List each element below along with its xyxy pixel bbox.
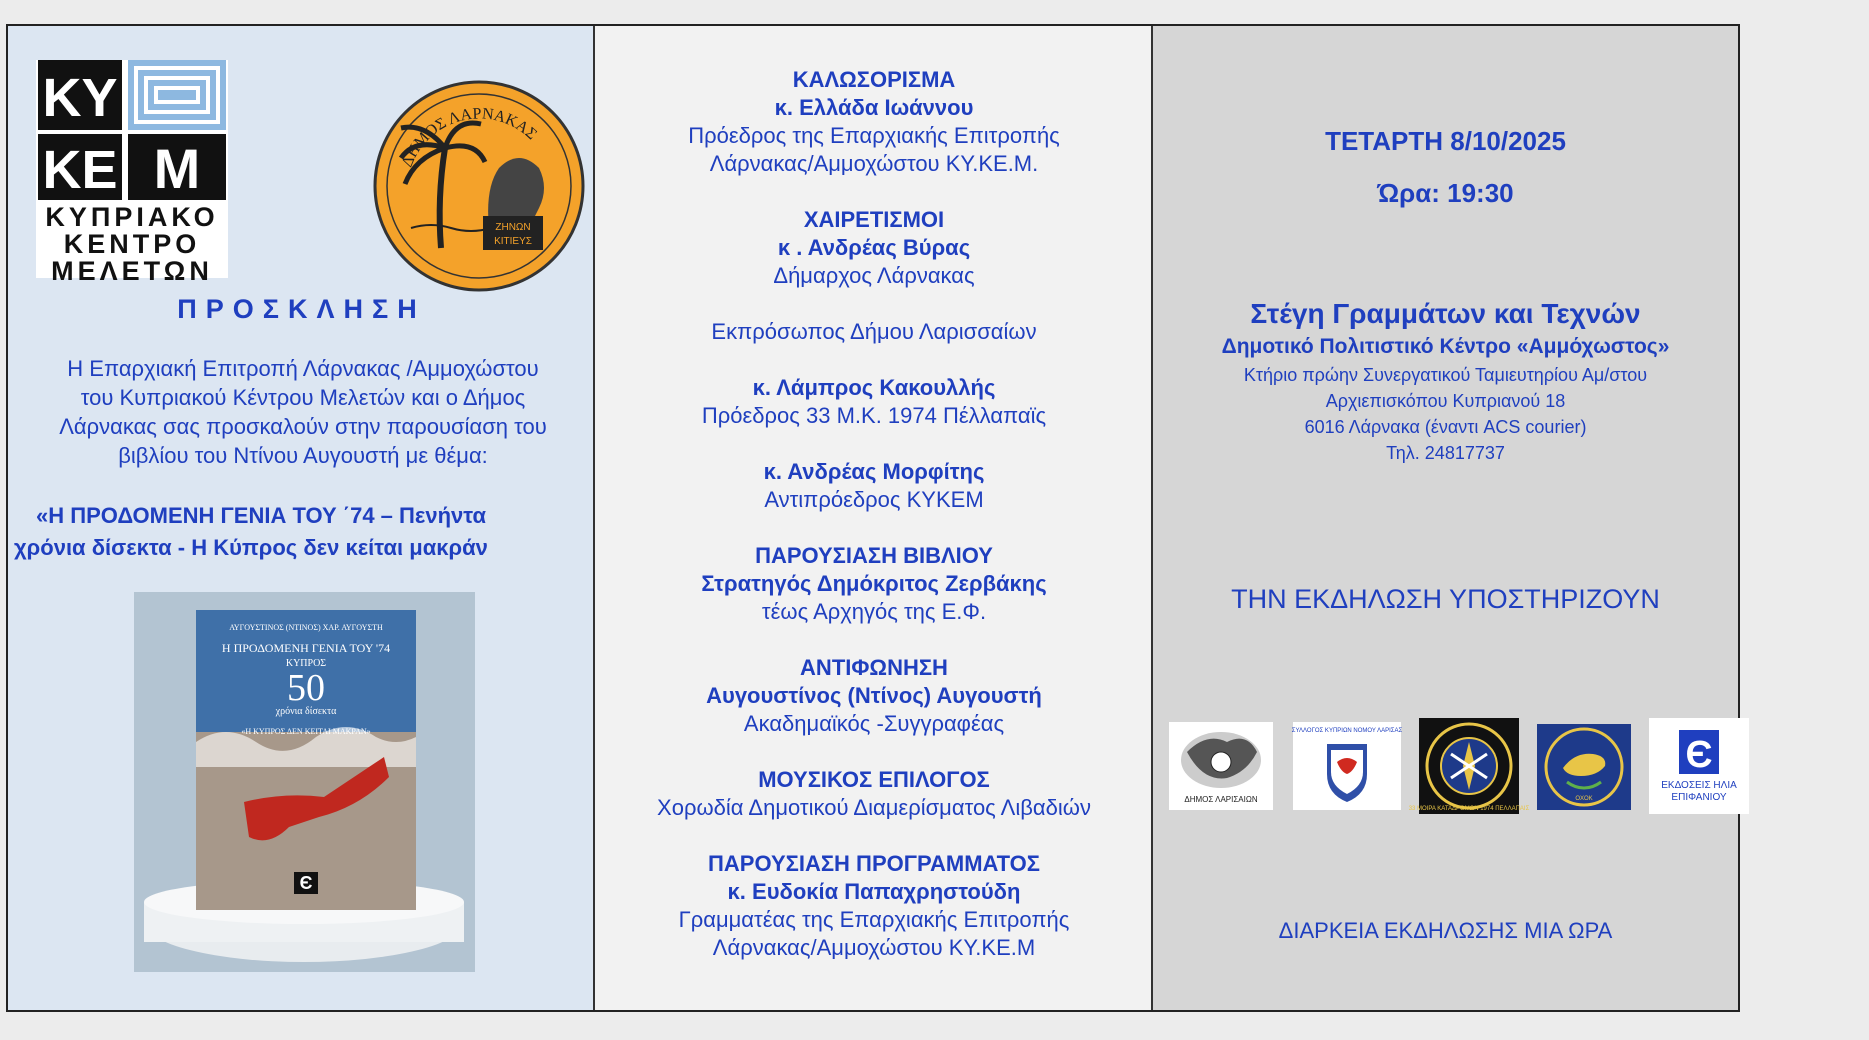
speaker-role: τέως Αρχηγός της Ε.Φ. xyxy=(761,599,987,624)
speaker-name: κ. Ευδοκία Παπαχρηστούδη xyxy=(727,879,1021,904)
program-heading: ΑΝΤΙΦΩΝΗΣΗ xyxy=(800,655,948,680)
cover-author: ΑΥΓΟΥΣΤΙΝΟΣ (ΝΤΙΝΟΣ) ΧΑΡ. ΑΥΓΟΥΣΤΗ xyxy=(229,623,383,632)
book-title-line-2: χρόνια δίσεκτα - Η Κύπρος δεν κείται μακράν xyxy=(14,535,488,560)
event-date: ΤΕΤΑΡΤΗ 8/10/2025 xyxy=(1325,126,1566,156)
speaker-name: κ. Λάμπρος Κακουλλής xyxy=(752,375,996,400)
kykem-logo-line-3: ΜΕΛΕΤΩΝ xyxy=(51,256,213,286)
sponsor-logo-epifaniou-publications xyxy=(1649,718,1749,814)
speaker-role: Γραμματέας της Επαρχιακής Επιτροπής xyxy=(678,907,1070,932)
invitation-text xyxy=(18,354,588,470)
speaker-name: κ. Ανδρέας Μορφίτης xyxy=(763,459,985,484)
program-item xyxy=(595,850,1153,962)
coin-plaque-line-2: ΚΙΤΙΕΥΣ xyxy=(494,236,532,247)
program-list xyxy=(595,66,1153,990)
speaker-role: Λάρνακας/Αμμοχώστου ΚΥ.ΚΕ.Μ xyxy=(712,935,1036,960)
address-line: Αρχιεπισκόπου Κυπριανού 18 xyxy=(1325,391,1566,411)
cover-years: χρόνια δίσεκτα xyxy=(275,706,337,717)
speaker-role: Πρόεδρος 33 Μ.Κ. 1974 Πέλλαπαϊς xyxy=(701,403,1047,428)
coin-text: ΔΗΜΟΣ ΛΑΡΝΑΚΑΣ xyxy=(398,105,540,170)
invitation-frame xyxy=(6,24,1740,1012)
invitation-line: βιβλίου του Ντίνου Αυγουστή με θέμα: xyxy=(118,443,488,468)
phone-line: Τηλ. 24817737 xyxy=(1386,443,1505,463)
details-panel xyxy=(1153,26,1738,1010)
speaker-role: Χορωδία Δημοτικού Διαμερίσματος Λιβαδιών xyxy=(657,795,1091,820)
kykem-logo-line-2: ΚΕΝΤΡΟ xyxy=(63,229,201,259)
svg-text:Є: Є xyxy=(299,873,313,893)
sponsor-logo-cypriots-association xyxy=(1293,722,1401,810)
speaker-role: Εκπρόσωπος Δήμου Λαρισσαίων xyxy=(711,319,1037,344)
speaker-name: κ . Ανδρέας Βύρας xyxy=(777,235,971,260)
program-heading: ΜΟΥΣΙΚΟΣ ΕΠΙΛΟΓΟΣ xyxy=(758,767,990,792)
speaker-role: Ακαδημαϊκός -Συγγραφέας xyxy=(743,711,1005,736)
program-item xyxy=(595,766,1153,822)
larnaca-municipality-coin-logo xyxy=(371,78,587,294)
sponsor-label: ΣΥΛΛΟΓΟΣ ΚΥΠΡΙΩΝ ΝΟΜΟΥ ΛΑΡΙΣΑΣ xyxy=(1291,728,1403,734)
sponsor-label: ΕΚΔΟΣΕΙΣ ΗΛΙΑ ΕΠΙΦΑΝΙΟΥ xyxy=(1661,780,1737,803)
program-heading: ΧΑΙΡΕΤΙΣΜΟΙ xyxy=(803,207,945,232)
svg-text:KE: KE xyxy=(42,140,118,200)
program-item xyxy=(595,458,1153,514)
program-heading: ΠΑΡΟΥΣΙΑΣΗ ΒΙΒΛΙΟΥ xyxy=(755,543,993,568)
cover-tagline: «Η ΚΥΠΡΟΣ ΔΕΝ ΚΕΙΤΑΙ ΜΑΚΡΑΝ» xyxy=(241,727,371,736)
program-item xyxy=(595,374,1153,430)
program-item xyxy=(595,318,1153,346)
speaker-name: Στρατηγός Δημόκριτος Ζερβάκης xyxy=(701,571,1047,596)
supporters-heading: ΤΗΝ ΕΚΔΗΛΩΣΗ ΥΠΟΣΤΗΡΙΖΟΥΝ xyxy=(1231,584,1660,614)
book-title xyxy=(14,500,589,564)
program-heading: ΠΑΡΟΥΣΙΑΣΗ ΠΡΟΓΡΑΜΜΑΤΟΣ xyxy=(708,851,1040,876)
svg-text:M: M xyxy=(153,137,201,200)
book-cover-image xyxy=(134,592,475,972)
program-item xyxy=(595,654,1153,738)
speaker-name: κ. Ελλάδα Ιωάννου xyxy=(774,95,974,120)
sponsor-label: 33 ΜΟΙΡΑ ΚΑΤΑΔΡΟΜΩΝ 1974 ΠΕΛΛΑΠΑΙΣ xyxy=(1408,806,1530,812)
cover-title: Η ΠΡΟΔΟΜΕΝΗ ΓΕΝΙΑ ΤΟΥ '74 xyxy=(221,641,391,655)
svg-text:KY: KY xyxy=(42,68,118,128)
program-item xyxy=(595,542,1153,626)
kykem-logo xyxy=(36,60,228,286)
sponsor-logo-ochok xyxy=(1537,724,1631,810)
event-duration: ΔΙΑΡΚΕΙΑ ΕΚΔΗΛΩΣΗΣ ΜΙΑ ΩΡΑ xyxy=(1278,918,1613,943)
address-line: Κτήριο πρώην Συνεργατικού Ταμιευτηρίου Αμ/στου xyxy=(1243,365,1648,385)
sponsor-label: ΟΧΟΚ xyxy=(1575,796,1593,802)
invitation-line: Η Επαρχιακή Επιτροπή Λάρνακας /Αμμοχώστου xyxy=(67,356,539,381)
speaker-role: Αντιπρόεδρος ΚΥΚΕΜ xyxy=(764,487,984,512)
book-title-line-1: «Η ΠΡΟΔΟΜΕΝΗ ΓΕΝΙΑ ΤΟΥ ΄74 – Πενήντα xyxy=(36,503,486,528)
speaker-role: Πρόεδρος της Επαρχιακής Επιτροπής xyxy=(688,123,1060,148)
program-item xyxy=(595,206,1153,290)
program-item xyxy=(595,66,1153,178)
svg-text:Є: Є xyxy=(1685,734,1713,776)
cover-subtitle: ΚΥΠΡΟΣ xyxy=(285,658,327,669)
cover-number: 50 xyxy=(287,667,325,709)
invitation-title: ΠΡΟΣΚΛΗΣΗ xyxy=(177,294,426,324)
event-time: Ώρα: 19:30 xyxy=(1377,178,1514,208)
sponsor-logo-33-commando-battalion xyxy=(1408,718,1530,814)
kykem-logo-line-1: ΚΥΠΡΙΑΚΟ xyxy=(45,202,219,232)
program-heading: ΚΑΛΩΣΟΡΙΣΜΑ xyxy=(792,67,956,92)
sponsor-label: ΔΗΜΟΣ ΛΑΡΙΣΑΙΩΝ xyxy=(1184,795,1258,804)
address-line: 6016 Λάρνακα (έναντι ACS courier) xyxy=(1304,417,1587,437)
venue xyxy=(1153,296,1738,466)
speaker-role: Δήμαρχος Λάρνακας xyxy=(773,263,975,288)
sponsor-logos xyxy=(1169,718,1869,818)
left-panel xyxy=(8,26,595,1010)
speaker-name: Αυγουστίνος (Ντίνος) Αυγουστή xyxy=(706,683,1042,708)
venue-subtitle: Δημοτικό Πολιτιστικό Κέντρο «Αμμόχωστος» xyxy=(1221,335,1670,358)
invitation-line: Λάρνακας σας προσκαλούν στην παρουσίαση του xyxy=(59,414,547,439)
invitation-line: του Κυπριακού Κέντρου Μελετών και ο Δήμος xyxy=(80,385,526,410)
sponsor-logo-larisa-municipality xyxy=(1169,722,1273,810)
coin-plaque-line-1: ΖΗΝΩΝ xyxy=(495,222,531,233)
speaker-role: Λάρνακας/Αμμοχώστου ΚΥ.ΚΕ.Μ. xyxy=(709,151,1039,176)
venue-name: Στέγη Γραμμάτων και Τεχνών xyxy=(1250,298,1641,329)
program-panel xyxy=(595,26,1153,1010)
kykem-logo-mark xyxy=(36,60,228,200)
